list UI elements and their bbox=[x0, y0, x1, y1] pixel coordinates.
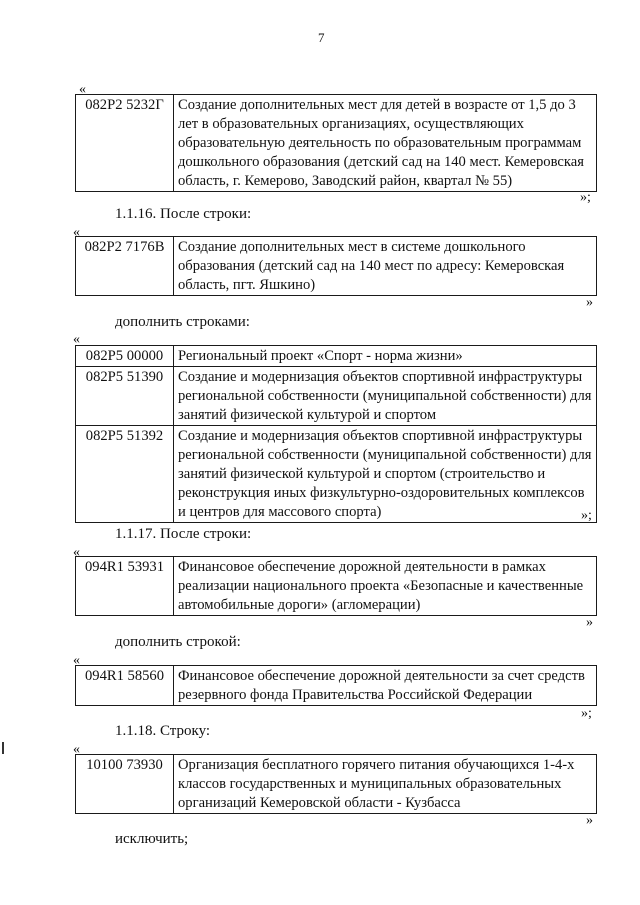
open-quote: « bbox=[73, 742, 80, 757]
paragraph-add-row: дополнить строкой: bbox=[115, 634, 241, 650]
description-cell: Организация бесплатного горячего питания обучающихся 1-4-х классов государственных и муниципальных образовательных организаций Кемеровской области - Кузбасса bbox=[174, 755, 597, 814]
table-row bbox=[76, 346, 597, 367]
paragraph-1-1-18: 1.1.18. Строку: bbox=[115, 723, 211, 739]
description-cell: Создание дополнительных мест в системе дошкольного образования (детский сад на 140 мест по адресу: Кемеровская область, пгт. Яшкино) bbox=[174, 237, 597, 296]
budget-code-cell: 094R1 58560 bbox=[76, 666, 174, 706]
budget-code-cell: 082P5 51390 bbox=[76, 367, 174, 426]
budget-code-table bbox=[75, 665, 597, 706]
close-quote: » bbox=[586, 813, 593, 828]
open-quote: « bbox=[79, 82, 86, 97]
table-row bbox=[76, 237, 597, 296]
table-row bbox=[76, 95, 597, 192]
close-quote: »; bbox=[580, 190, 591, 205]
budget-code-table bbox=[75, 556, 597, 616]
table-row bbox=[76, 367, 597, 426]
close-quote: » bbox=[586, 295, 593, 310]
close-quote: »; bbox=[581, 508, 592, 523]
budget-code-table bbox=[75, 94, 597, 192]
open-quote: « bbox=[73, 332, 80, 347]
open-quote: « bbox=[73, 225, 80, 240]
description-cell: Создание дополнительных мест для детей в возрасте от 1,5 до 3 лет в образовательных организациях, осуществляющих образовательную деятельность по образовательным программам дошкольного образования (детский сад на 140 мест. Кемеровская область, г. Кемерово, Заводский район, квартал № 55) bbox=[174, 95, 597, 192]
description-cell: Финансовое обеспечение дорожной деятельности в рамках реализации национального проекта «Безопасные и качественные автомобильные дороги» (агломерации) bbox=[174, 557, 597, 616]
open-quote: « bbox=[73, 545, 80, 560]
description-cell: Финансовое обеспечение дорожной деятельности за счет средств резервного фонда Правительства Российской Федерации bbox=[174, 666, 597, 706]
paragraph-1-1-17: 1.1.17. После строки: bbox=[115, 526, 252, 542]
budget-code-table bbox=[75, 236, 597, 296]
open-quote: « bbox=[73, 653, 80, 668]
budget-code-cell: 094R1 53931 bbox=[76, 557, 174, 616]
close-quote: » bbox=[586, 615, 593, 630]
budget-code-cell: 082P5 00000 bbox=[76, 346, 174, 367]
paragraph-exclude: исключить; bbox=[115, 831, 189, 847]
table-row bbox=[76, 557, 597, 616]
close-quote: »; bbox=[581, 706, 592, 721]
budget-code-cell: 082P5 51392 bbox=[76, 426, 174, 523]
table-row bbox=[76, 755, 597, 814]
description-cell: Создание и модернизация объектов спортивной инфраструктуры региональной собственности (муниципальной собственности) для занятий физической культурой и спортом bbox=[174, 367, 597, 426]
paragraph-1-1-16: 1.1.16. После строки: bbox=[115, 206, 252, 222]
table-row bbox=[76, 666, 597, 706]
page-number: 7 bbox=[318, 30, 325, 45]
budget-code-cell: 082P2 7176В bbox=[76, 237, 174, 296]
table-row bbox=[76, 426, 597, 523]
budget-code-cell: 10100 73930 bbox=[76, 755, 174, 814]
paragraph-add-rows: дополнить строками: bbox=[115, 314, 250, 330]
description-cell: Региональный проект «Спорт - норма жизни» bbox=[174, 346, 597, 367]
description-cell: Создание и модернизация объектов спортивной инфраструктуры региональной собственности (муниципальной собственности) для занятий физической культурой и спортом (строительство и реконструкция иных физкультурно-оздоровительных комплексов и центров для массового спорта) bbox=[174, 426, 597, 523]
scan-mark bbox=[2, 742, 4, 754]
budget-code-table bbox=[75, 754, 597, 814]
budget-code-cell: 082P2 5232Г bbox=[76, 95, 174, 192]
budget-code-table bbox=[75, 345, 597, 523]
